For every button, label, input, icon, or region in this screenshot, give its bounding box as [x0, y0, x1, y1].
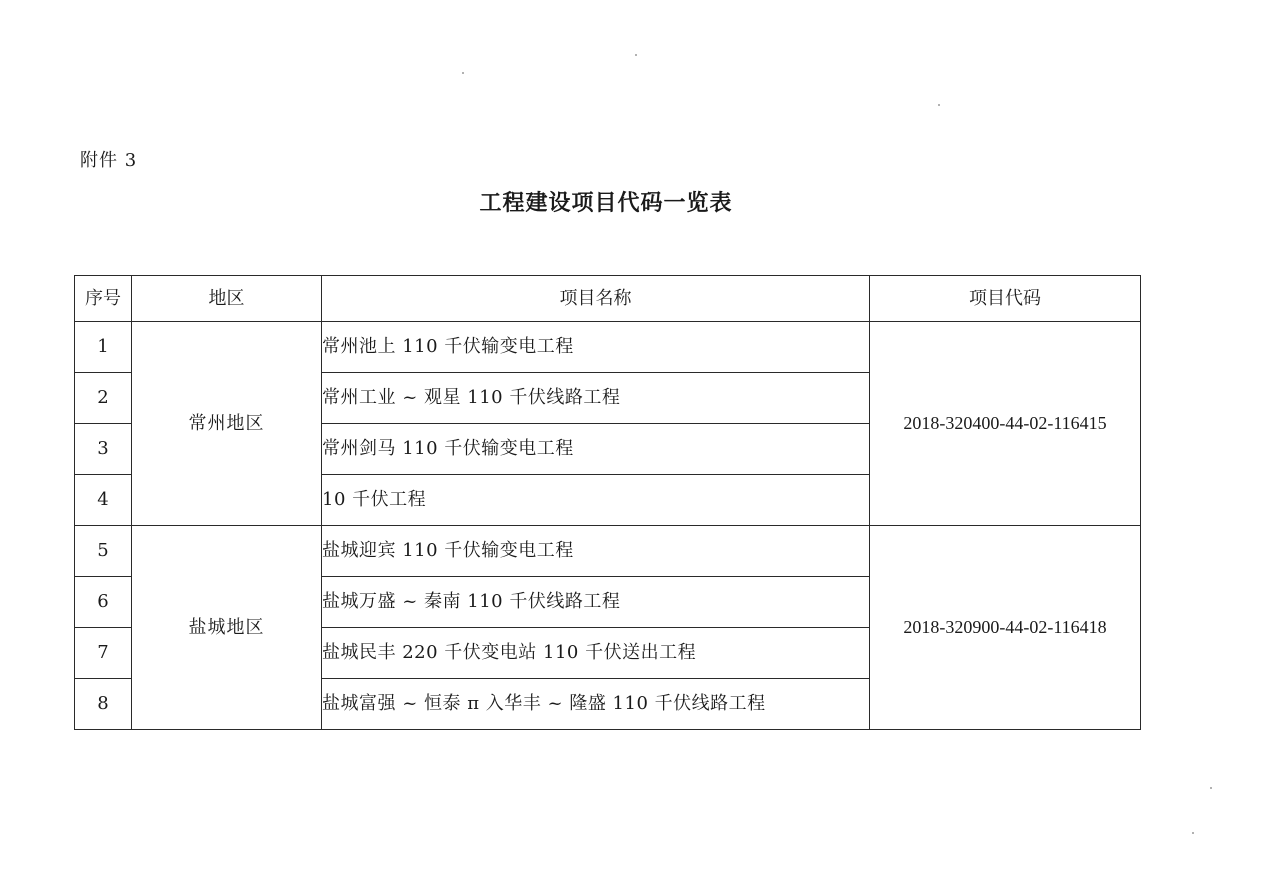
row-seq: 7 [75, 628, 132, 679]
attachment-label: 附件 3 [80, 150, 138, 171]
header-seq: 序号 [75, 276, 132, 322]
scan-speck [1210, 787, 1212, 789]
row-seq: 1 [75, 322, 132, 373]
project-name: 盐城民丰 220 千伏变电站 110 千伏送出工程 [322, 628, 870, 679]
project-name: 常州池上 110 千伏输变电工程 [322, 322, 870, 373]
row-seq: 8 [75, 679, 132, 730]
scan-speck [938, 104, 940, 106]
row-seq: 2 [75, 373, 132, 424]
scan-speck [462, 72, 464, 74]
header-project-name: 项目名称 [322, 276, 870, 322]
project-name: 常州剑马 110 千伏输变电工程 [322, 424, 870, 475]
project-code: 2018-320900-44-02-116418 [870, 526, 1141, 730]
project-name: 盐城迎宾 110 千伏输变电工程 [322, 526, 870, 577]
project-name: 常州工业 ~ 观星 110 千伏线路工程 [322, 373, 870, 424]
scan-speck [635, 54, 637, 56]
table-row [75, 526, 1141, 577]
table-row [75, 322, 1141, 373]
project-name: 盐城万盛 ~ 秦南 110 千伏线路工程 [322, 577, 870, 628]
row-seq: 3 [75, 424, 132, 475]
region-cell: 盐城地区 [132, 526, 322, 730]
row-seq: 6 [75, 577, 132, 628]
table-header-row [75, 276, 1141, 322]
row-seq: 4 [75, 475, 132, 526]
scan-speck [1192, 832, 1194, 834]
header-project-code: 项目代码 [870, 276, 1141, 322]
project-code-table [74, 275, 1141, 730]
row-seq: 5 [75, 526, 132, 577]
project-name: 10 千伏工程 [322, 475, 870, 526]
document-title: 工程建设项目代码一览表 [479, 191, 733, 216]
region-cell: 常州地区 [132, 322, 322, 526]
header-region: 地区 [132, 276, 322, 322]
project-name: 盐城富强 ~ 恒泰 π 入华丰 ~ 隆盛 110 千伏线路工程 [322, 679, 870, 730]
project-code: 2018-320400-44-02-116415 [870, 322, 1141, 526]
